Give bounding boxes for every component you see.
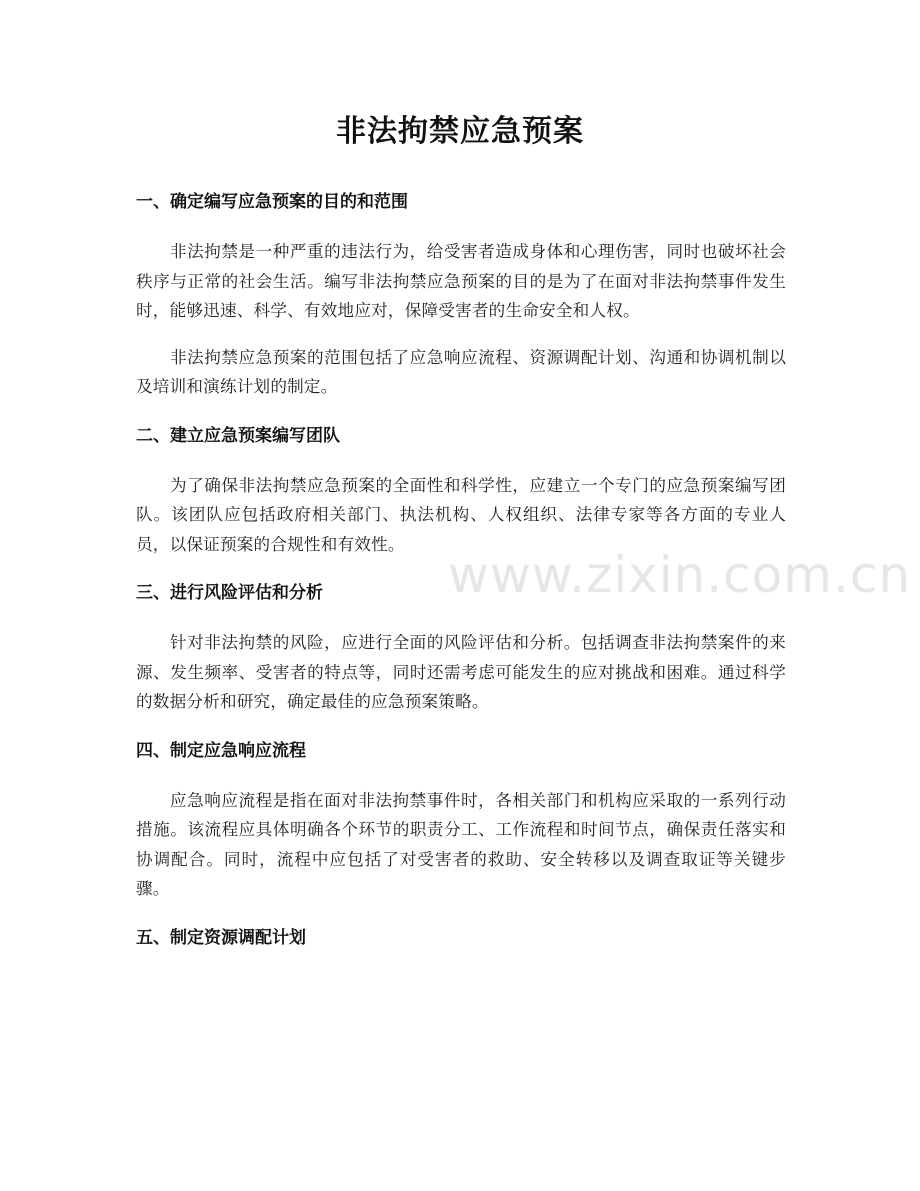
section-1-paragraph-1: 非法拘禁是一种严重的违法行为，给受害者造成身体和心理伤害，同时也破坏社会秩序与正常的社会生活。编写非法拘禁应急预案的目的是为了在面对非法拘禁事件发生时，能够迅速、科学、有效地应对，保障受害者的生命安全和人权。 [136,242,786,320]
section-heading-4: 四、制定应急响应流程 [136,740,306,761]
section-heading-1: 一、确定编写应急预案的目的和范围 [136,192,408,212]
page-title: 非法拘禁应急预案 [336,114,584,149]
section-heading-3: 三、进行风险评估和分析 [136,583,323,603]
section-2-paragraph-1: 为了确保非法拘禁应急预案的全面性和科学性，应建立一个专门的应急预案编写团队。该团队应包括政府相关部门、执法机构、人权组织、法律专家等各方面的专业人员，以保证预案的合规性和有效性。 [136,475,786,554]
section-3-paragraph-1: 针对非法拘禁的风险，应进行全面的风险评估和分析。包括调查非法拘禁案件的来源、发生频率、受害者的特点等，同时还需考虑可能发生的应对挑战和困难。通过科学的数据分析和研究，确定最佳的应急预案策略。 [136,633,786,711]
section-4-paragraph-1: 应急响应流程是指在面对非法拘禁事件时，各相关部门和机构应采取的一系列行动措施。该流程应具体明确各个环节的职责分工、工作流程和时间节点，确保责任落实和协调配合。同时，流程中应包括了对受害者的救助、安全转移以及调查取证等关键步骤。 [136,790,786,898]
watermark-text: www.zixin.com.cn [448,546,912,604]
section-heading-2: 二、建立应急预案编写团队 [136,425,340,446]
section-1-paragraph-2: 非法拘禁应急预案的范围包括了应急响应流程、资源调配计划、沟通和协调机制以及培训和演练计划的制定。 [136,347,786,396]
section-heading-5: 五、制定资源调配计划 [136,927,306,948]
document-body [136,184,786,956]
